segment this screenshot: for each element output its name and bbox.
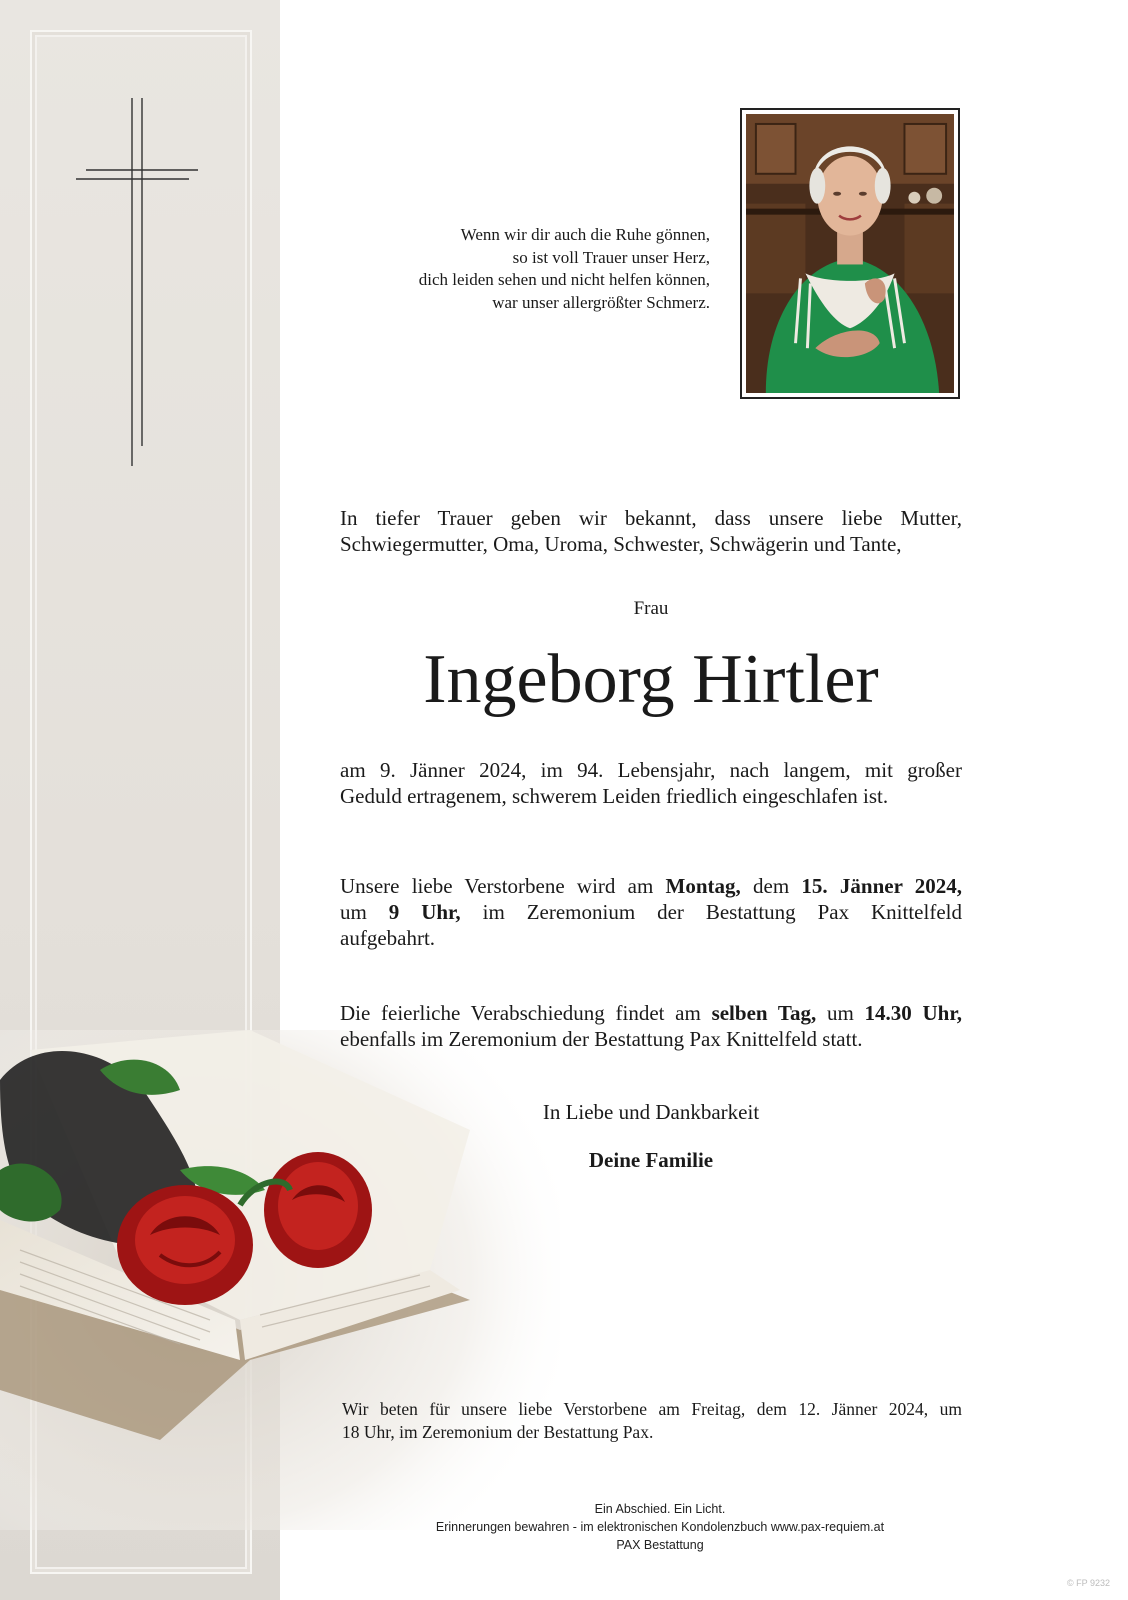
farewell-text: Die feierliche Verabschiedung findet am xyxy=(340,1001,712,1025)
viewing-text: Unsere liebe Verstorbene wird am xyxy=(340,874,666,898)
viewing-line xyxy=(340,899,962,925)
verse-line: war unser allergrößter Schmerz. xyxy=(492,292,710,312)
deceased-name: Ingeborg Hirtler xyxy=(423,641,879,718)
verse-line: Wenn wir dir auch die Ruhe gönnen, xyxy=(460,225,710,244)
farewell-day: selben Tag, xyxy=(711,1001,817,1025)
death-notice-line: Geduld ertragenem, schwerem Leiden friedlich eingeschlafen ist. xyxy=(340,784,889,808)
death-notice-line: am 9. Jänner 2024, im 94. Lebensjahr, nach langem, mit großer xyxy=(340,758,962,782)
farewell-time: 14.30 Uhr, xyxy=(864,1001,962,1025)
salutation: Frau xyxy=(633,598,669,619)
prayer-notice xyxy=(342,1398,962,1443)
viewing-line xyxy=(340,873,962,899)
intro-line: In tiefer Trauer geben wir bekannt, dass unsere liebe Mutter, xyxy=(340,506,962,530)
cross-icon xyxy=(76,98,202,466)
viewing-line: aufgebahrt. xyxy=(340,926,436,950)
farewell-line xyxy=(340,1000,962,1026)
intro-line: Schwiegermutter, Oma, Uroma, Schwester, Schwägerin und Tante, xyxy=(340,532,902,556)
viewing-time: 9 Uhr, xyxy=(388,900,461,924)
footer-condolence-link[interactable]: Erinnerungen bewahren - im elektronischen Kondolenzbuch www.pax-requiem.at xyxy=(435,1520,885,1534)
verse-line: dich leiden sehen und nicht helfen können, xyxy=(418,270,710,289)
closing-signature: Deine Familie xyxy=(588,1148,714,1172)
footer-company: PAX Bestattung xyxy=(616,1538,704,1552)
viewing-notice xyxy=(340,873,962,951)
viewing-day: Montag, xyxy=(665,874,741,898)
footer xyxy=(340,1500,980,1554)
viewing-text: dem xyxy=(740,874,802,898)
closing-line: In Liebe und Dankbarkeit xyxy=(542,1100,760,1124)
verse xyxy=(340,224,710,314)
verse-line: so ist voll Trauer unser Herz, xyxy=(512,247,710,267)
viewing-text: im Zeremonium der Bestattung Pax Knittelfeld xyxy=(460,900,962,924)
death-notice xyxy=(340,757,962,809)
viewing-date: 15. Jänner 2024, xyxy=(801,874,962,898)
farewell-notice xyxy=(340,1000,962,1052)
farewell-text: um xyxy=(816,1001,865,1025)
prayer-line: Wir beten für unsere liebe Verstorbene am Freitag, dem 12. Jänner 2024, um xyxy=(342,1399,962,1419)
viewing-text: um xyxy=(340,900,389,924)
template-code: © FP 9232 xyxy=(1067,1578,1110,1588)
footer-tagline: Ein Abschied. Ein Licht. xyxy=(594,1502,726,1516)
farewell-line: ebenfalls im Zeremonium der Bestattung Pax Knittelfeld statt. xyxy=(340,1027,863,1051)
prayer-line: 18 Uhr, im Zeremonium der Bestattung Pax. xyxy=(342,1421,654,1442)
intro-text xyxy=(340,505,962,557)
portrait-photo xyxy=(740,108,960,399)
